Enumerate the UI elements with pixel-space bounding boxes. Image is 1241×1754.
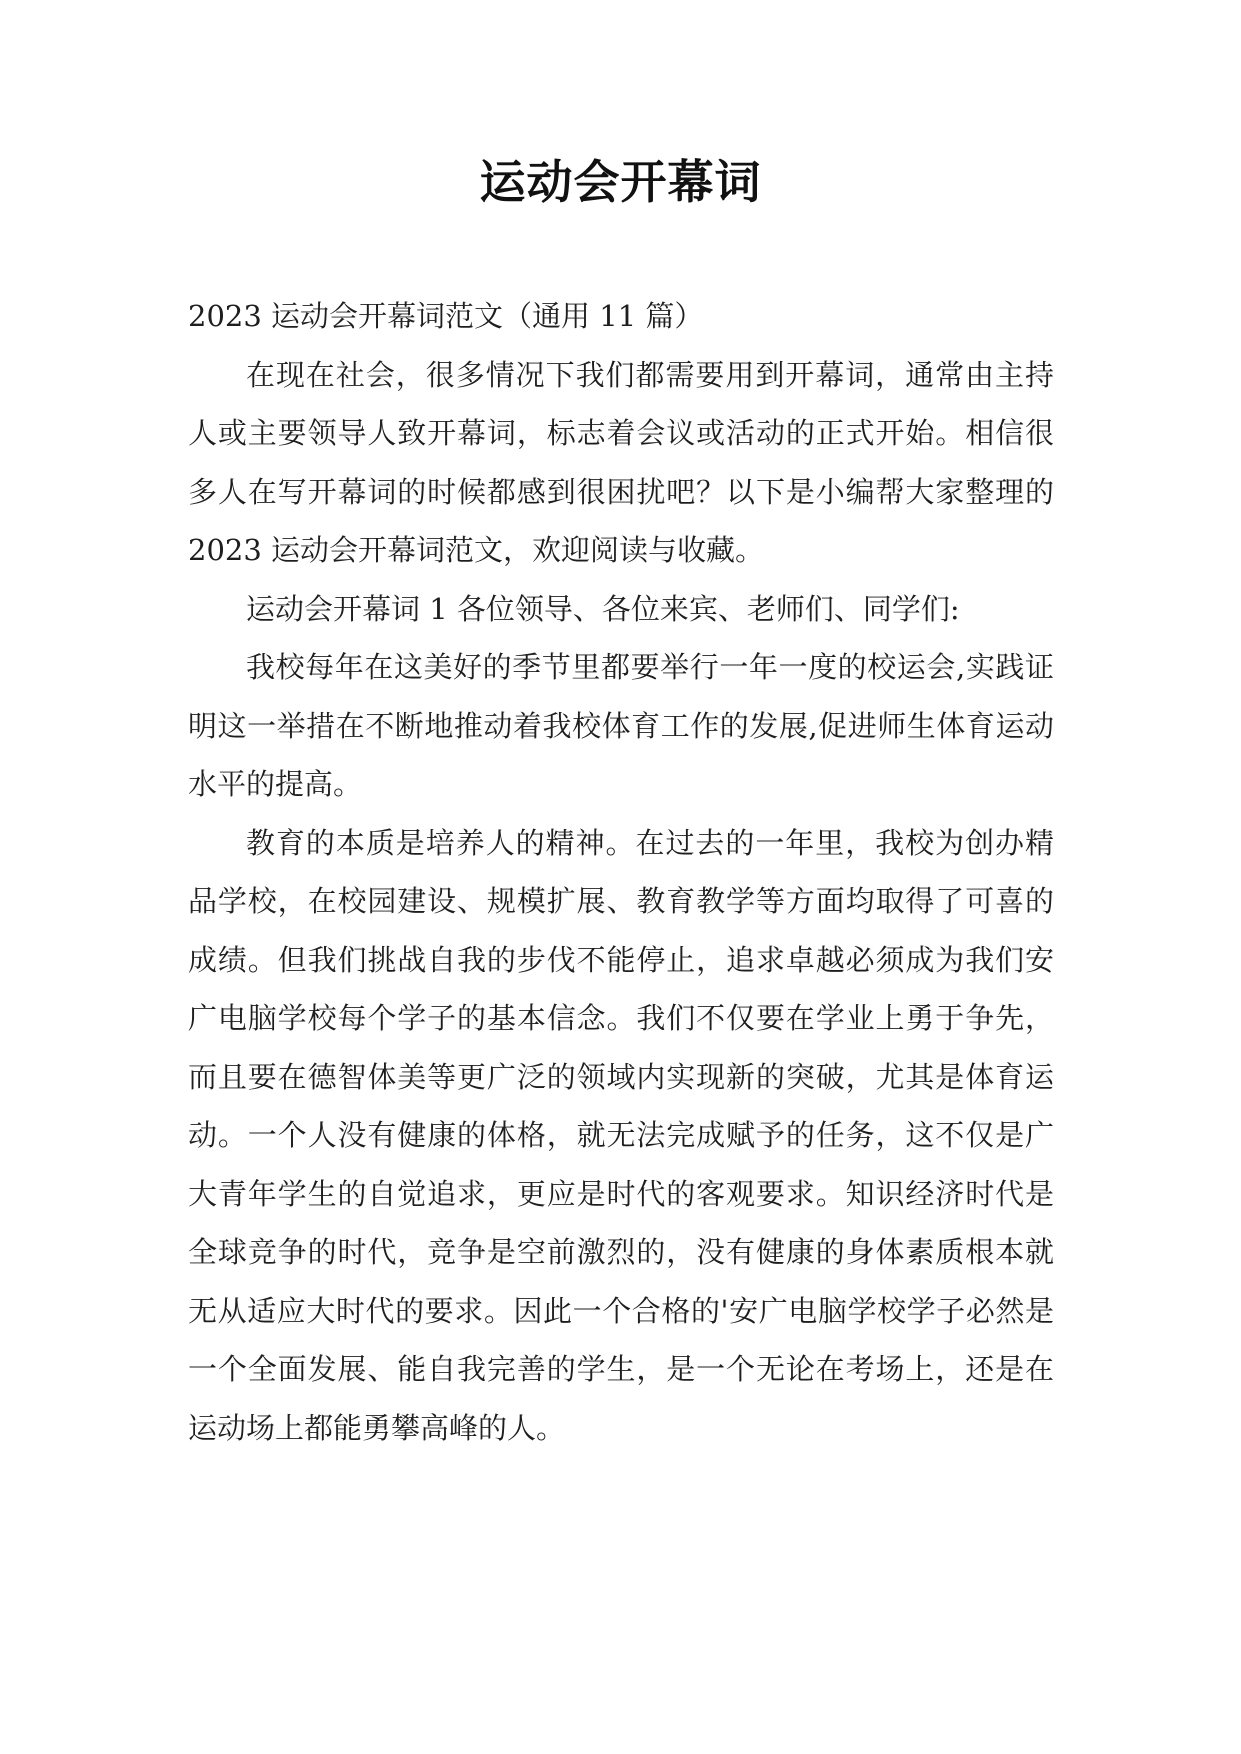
document-body <box>188 287 1054 1457</box>
paragraph-sports-meet: 我校每年在这美好的季节里都要举行一年一度的校运会,实践证明这一举措在不断地推动着我校体育工作的发展,促进师生体育运动水平的提高。 <box>188 650 1054 801</box>
document-title: 运动会开幕词 <box>479 155 762 209</box>
paragraph-education: 教育的本质是培养人的精神。在过去的一年里，我校为创办精品学校，在校园建设、规模扩展、教育教学等方面均取得了可喜的成绩。但我们挑战自我的步伐不能停止，追求卓越必须成为我们安广电脑学校每个学子的基本信念。我们不仅要在学业上勇于争先，而且要在德智体美等更广泛的领域内实现新的突破，尤其是体育运动。一个人没有健康的体格，就无法完成赋予的任务，这不仅是广大青年学生的自觉追求，更应是时代的客观要求。知识经济时代是全球竞争的时代，竞争是空前激烈的，没有健康的身体素质根本就无从适应大时代的要求。因此一个合格的'安广电脑学校学子必然是一个全面发展、能自我完善的学生，是一个无论在考场上，还是在运动场上都能勇攀高峰的人。 <box>188 825 1054 1445</box>
paragraph-greeting: 运动会开幕词 1 各位领导、各位来宾、老师们、同学们: <box>246 591 960 626</box>
paragraph-intro: 在现在社会，很多情况下我们都需要用到开幕词，通常由主持人或主要领导人致开幕词，标志着会议或活动的正式开始。相信很多人在写开幕词的时候都感到很困扰吧？以下是小编帮大家整理的 2023 运动会开幕词范文，欢迎阅读与收藏。 <box>188 357 1054 567</box>
document-subtitle: 2023 运动会开幕词范文（通用 11 篇） <box>188 299 704 333</box>
